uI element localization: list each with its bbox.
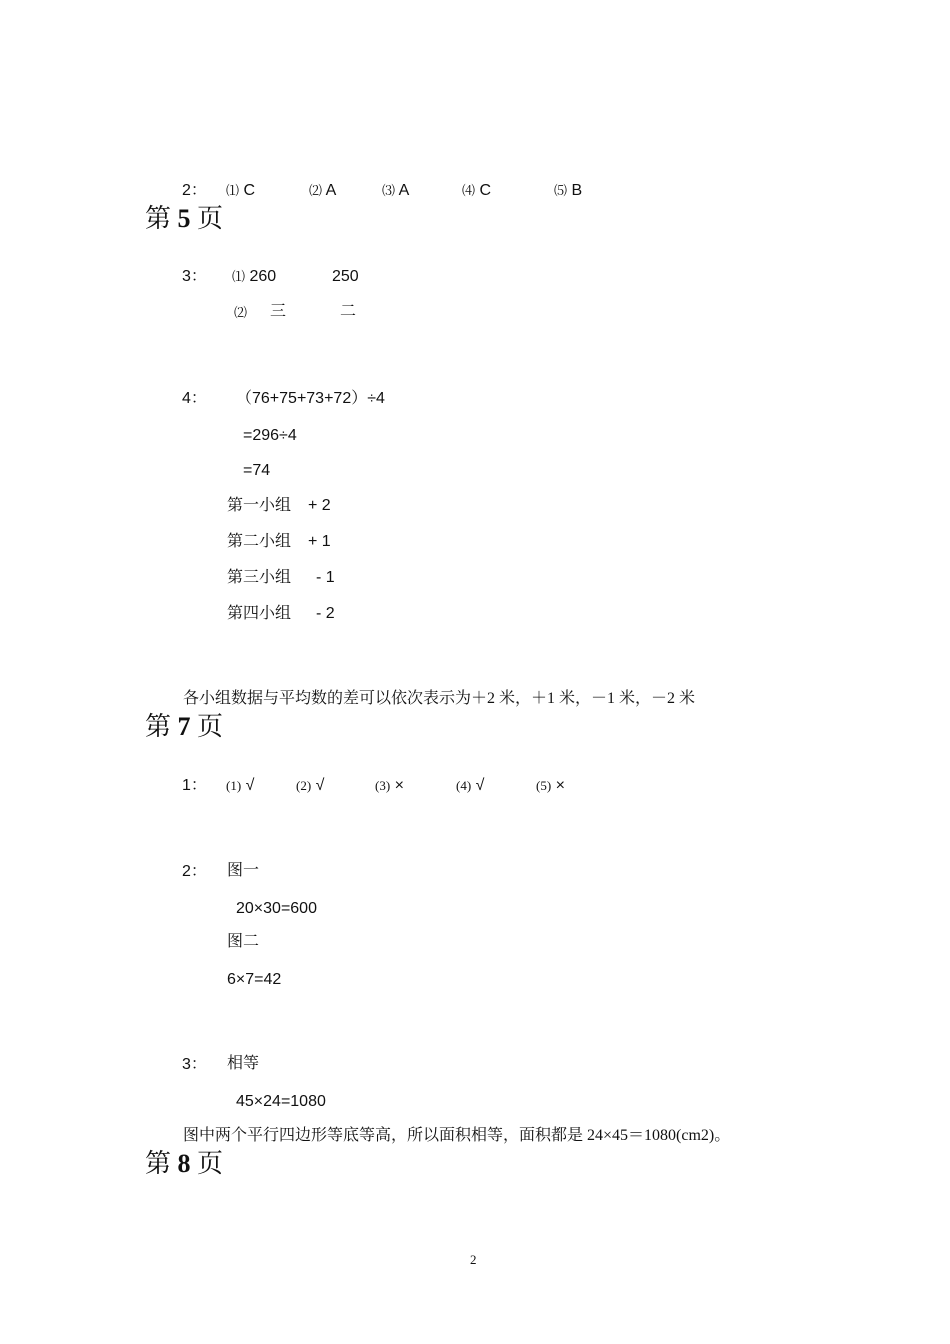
question-number: 2： [182, 863, 207, 880]
group-name: 第二小组 [227, 533, 292, 550]
answer-value: 二 [340, 303, 357, 320]
group-value: + 1 [308, 533, 331, 550]
answer-item: (5) × [536, 777, 565, 794]
answer-item: ⑴ C [226, 182, 256, 199]
question-number: 2： [182, 182, 207, 199]
question-number: 3： [182, 1056, 207, 1073]
question-number: 3： [182, 268, 207, 285]
equation-line: =74 [243, 462, 271, 479]
summary-text: 各小组数据与平均数的差可以依次表示为＋2 米，＋1 米，－1 米，－2 米 [183, 690, 696, 707]
answer-item: (2) √ [296, 777, 325, 794]
answer-item: (3) × [375, 777, 404, 794]
question-number: 1： [182, 777, 207, 794]
answer-item: ⑷ C [462, 182, 492, 199]
group-value: - 2 [316, 605, 335, 622]
answer-item: (1) √ [226, 777, 255, 794]
group-value: - 1 [316, 569, 335, 586]
group-name: 第四小组 [227, 605, 292, 622]
calculation: 20×30=600 [236, 900, 317, 917]
calculation: 6×7=42 [227, 971, 282, 988]
answer-item: ⑵ A [309, 182, 337, 199]
page-heading: 第 8 页 [145, 1149, 224, 1178]
group-name: 第一小组 [227, 497, 292, 514]
calculation: 45×24=1080 [236, 1093, 326, 1110]
answer-item: ⑸ B [554, 182, 583, 199]
answer-row: ⑴ 260 [232, 268, 277, 285]
answer-item: ⑶ A [382, 182, 410, 199]
explanation-text: 图中两个平行四边形等底等高，所以面积相等，面积都是 24×45＝1080(cm2)。 [183, 1127, 731, 1144]
answer-value: 三 [270, 303, 287, 320]
equation-line: （76+75+73+72）÷4 [236, 390, 385, 407]
answer-label: 相等 [227, 1055, 260, 1072]
answer-value: 250 [332, 268, 359, 285]
group-value: + 2 [308, 497, 331, 514]
figure-label: 图二 [227, 933, 260, 950]
page-number: 2 [470, 1252, 477, 1267]
answer-item: (4) √ [456, 777, 485, 794]
equation-line: =296÷4 [243, 427, 297, 444]
group-name: 第三小组 [227, 569, 292, 586]
figure-label: 图一 [227, 862, 260, 879]
page-heading: 第 5 页 [145, 204, 224, 233]
answer-index: ⑵ [234, 305, 248, 320]
page-heading: 第 7 页 [145, 712, 224, 741]
question-number: 4： [182, 390, 207, 407]
